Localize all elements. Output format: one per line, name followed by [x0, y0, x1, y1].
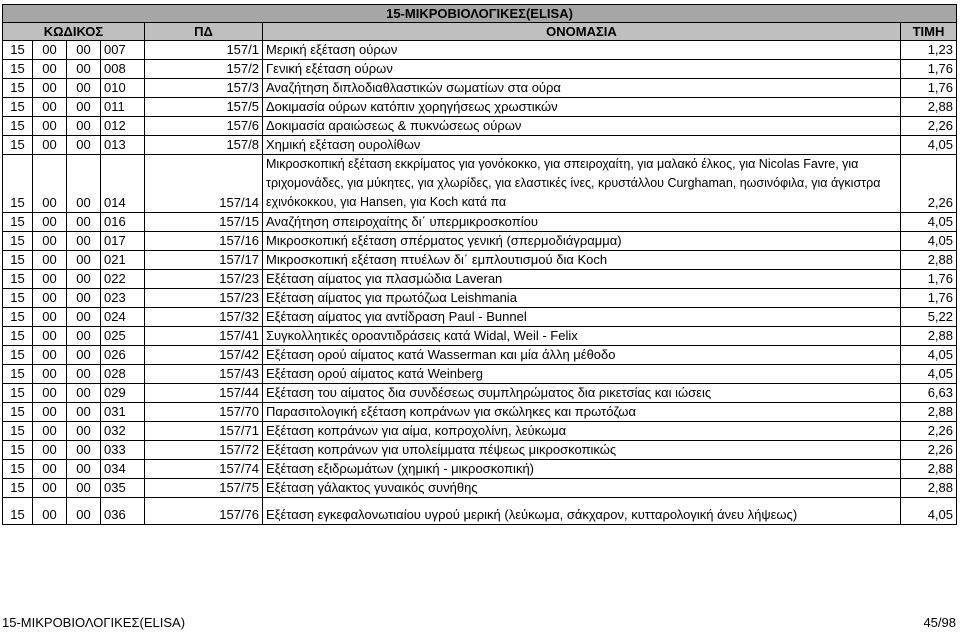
- cell-c2: 00: [33, 213, 67, 232]
- table-row: [3, 479, 957, 498]
- table-row: [3, 60, 957, 79]
- cell-c1: 15: [3, 270, 33, 289]
- cell-c3: 00: [67, 327, 101, 346]
- table-row: [3, 213, 957, 232]
- cell-c2: 00: [33, 251, 67, 270]
- cell-c2: 00: [33, 403, 67, 422]
- cell-c4: 034: [101, 460, 145, 479]
- table-row: [3, 441, 957, 460]
- cell-price: 1,76: [901, 270, 957, 289]
- cell-c4: 008: [101, 60, 145, 79]
- cell-c1: 15: [3, 422, 33, 441]
- cell-name: Εξέταση του αίματος δια συνδέσεως συμπληρώματος δια ρικετσίας και ιώσεις: [263, 384, 901, 403]
- cell-c1: 15: [3, 79, 33, 98]
- cell-c4: 022: [101, 270, 145, 289]
- cell-c4: 036: [101, 498, 145, 525]
- cell-name: Μικροσκοπική εξέταση σπέρματος γενική (σπερμοδιάγραμμα): [263, 232, 901, 251]
- cell-c4: 021: [101, 251, 145, 270]
- table-row: [3, 117, 957, 136]
- header-name: ΟΝΟΜΑΣΙΑ: [263, 23, 901, 41]
- cell-c1: 15: [3, 232, 33, 251]
- cell-price: 2,88: [901, 327, 957, 346]
- table-row: [3, 384, 957, 403]
- table-row: [3, 498, 957, 525]
- cell-c2: 00: [33, 155, 67, 213]
- cell-name: Αναζήτηση διπλοδιαθλαστικών σωματίων στα ούρα: [263, 79, 901, 98]
- cell-pd: 157/72: [145, 441, 263, 460]
- cell-c4: 032: [101, 422, 145, 441]
- cell-c1: 15: [3, 41, 33, 60]
- cell-c4: 017: [101, 232, 145, 251]
- table-row: [3, 136, 957, 155]
- cell-c1: 15: [3, 213, 33, 232]
- cell-pd: 157/75: [145, 479, 263, 498]
- cell-name: Παρασιτολογική εξέταση κοπράνων για σκώληκες και πρωτόζωα: [263, 403, 901, 422]
- cell-name: Δοκιμασία ούρων κατόπιν χορηγήσεως χρωστικών: [263, 98, 901, 117]
- table-row: [3, 270, 957, 289]
- cell-c3: 00: [67, 270, 101, 289]
- cell-name: Αναζήτηση σπειροχαίτης δι΄ υπερμικροσκοπίου: [263, 213, 901, 232]
- cell-price: 2,88: [901, 479, 957, 498]
- cell-c2: 00: [33, 346, 67, 365]
- footer-page-number: 45/98: [923, 615, 956, 630]
- table-row: [3, 365, 957, 384]
- cell-c2: 00: [33, 60, 67, 79]
- cell-c1: 15: [3, 60, 33, 79]
- cell-name: Εξέταση ορού αίματος κατά Wasserman και μία άλλη μέθοδο: [263, 346, 901, 365]
- table-row: [3, 327, 957, 346]
- cell-c2: 00: [33, 498, 67, 525]
- cell-c3: 00: [67, 346, 101, 365]
- cell-c2: 00: [33, 289, 67, 308]
- cell-c1: 15: [3, 289, 33, 308]
- cell-c2: 00: [33, 441, 67, 460]
- cell-c1: 15: [3, 327, 33, 346]
- cell-c4: 028: [101, 365, 145, 384]
- cell-name: Δοκιμασία αραιώσεως & πυκνώσεως ούρων: [263, 117, 901, 136]
- cell-c4: 012: [101, 117, 145, 136]
- cell-c3: 00: [67, 251, 101, 270]
- cell-pd: 157/16: [145, 232, 263, 251]
- cell-price: 2,26: [901, 117, 957, 136]
- cell-c3: 00: [67, 460, 101, 479]
- cell-price: 1,76: [901, 79, 957, 98]
- cell-name: Μικροσκοπική εξέταση πτυέλων δι΄ εμπλουτισμού δια Koch: [263, 251, 901, 270]
- table-row: [3, 422, 957, 441]
- cell-pd: 157/15: [145, 213, 263, 232]
- cell-c2: 00: [33, 384, 67, 403]
- cell-price: 2,88: [901, 98, 957, 117]
- cell-c4: 025: [101, 327, 145, 346]
- cell-c1: 15: [3, 479, 33, 498]
- cell-price: 1,76: [901, 60, 957, 79]
- cell-price: 2,26: [901, 441, 957, 460]
- cell-c3: 00: [67, 98, 101, 117]
- cell-price: 4,05: [901, 213, 957, 232]
- cell-name: Εξέταση γάλακτος γυναικός συνήθης: [263, 479, 901, 498]
- cell-c2: 00: [33, 232, 67, 251]
- cell-c3: 00: [67, 441, 101, 460]
- cell-c1: 15: [3, 365, 33, 384]
- cell-price: 4,05: [901, 365, 957, 384]
- cell-c1: 15: [3, 98, 33, 117]
- cell-name: Εξέταση κοπράνων για αίμα, κοπροχολίνη, λεύκωμα: [263, 422, 901, 441]
- cell-c3: 00: [67, 136, 101, 155]
- cell-c2: 00: [33, 308, 67, 327]
- cell-pd: 157/32: [145, 308, 263, 327]
- header-pd: ΠΔ: [145, 23, 263, 41]
- cell-name: Μικροσκοπική εξέταση εκκρίματος για γονόκοκκο, για σπειροχαίτη, για μαλακό έλκος, για Nicolas Favre, για τριχομονάδες, για μύκητες, για χλωρίδες, για ελαστικές ίνες, κρυστάλλου Curghaman, ηωσινόφιλα, για άγκιστρα εχινόκοκκου, για Hansen, για Koch κατά πα: [263, 155, 901, 213]
- table-row: [3, 98, 957, 117]
- cell-c3: 00: [67, 403, 101, 422]
- cell-name: Συγκολλητικές οροαντιδράσεις κατά Widal, Weil - Felix: [263, 327, 901, 346]
- cell-c1: 15: [3, 346, 33, 365]
- cell-pd: 157/74: [145, 460, 263, 479]
- cell-c4: 024: [101, 308, 145, 327]
- cell-c4: 011: [101, 98, 145, 117]
- cell-price: 2,88: [901, 251, 957, 270]
- table-row: [3, 346, 957, 365]
- cell-c4: 033: [101, 441, 145, 460]
- table-row: [3, 289, 957, 308]
- price-table: [2, 4, 957, 525]
- footer-sheet-name: 15-ΜΙΚΡΟΒΙΟΛΟΓΙΚΕΣ(ELISA): [2, 615, 186, 630]
- cell-c1: 15: [3, 460, 33, 479]
- cell-c3: 00: [67, 422, 101, 441]
- cell-pd: 157/6: [145, 117, 263, 136]
- cell-price: 2,88: [901, 460, 957, 479]
- table-row: [3, 403, 957, 422]
- cell-c3: 00: [67, 117, 101, 136]
- cell-c2: 00: [33, 422, 67, 441]
- cell-name: Εξέταση ορού αίματος κατά Weinberg: [263, 365, 901, 384]
- cell-pd: 157/5: [145, 98, 263, 117]
- cell-c1: 15: [3, 498, 33, 525]
- table-row: [3, 460, 957, 479]
- cell-price: 4,05: [901, 346, 957, 365]
- cell-c4: 016: [101, 213, 145, 232]
- cell-pd: 157/14: [145, 155, 263, 213]
- cell-c2: 00: [33, 41, 67, 60]
- cell-c2: 00: [33, 117, 67, 136]
- cell-c4: 014: [101, 155, 145, 213]
- cell-c4: 026: [101, 346, 145, 365]
- sheet-title: 15-ΜΙΚΡΟΒΙΟΛΟΓΙΚΕΣ(ELISA): [3, 5, 957, 23]
- table-row: [3, 308, 957, 327]
- cell-c3: 00: [67, 213, 101, 232]
- sheet-title-row: [3, 5, 957, 23]
- cell-c3: 00: [67, 289, 101, 308]
- table-row: [3, 232, 957, 251]
- cell-c2: 00: [33, 79, 67, 98]
- table-row: [3, 79, 957, 98]
- cell-c4: 031: [101, 403, 145, 422]
- cell-price: 2,26: [901, 422, 957, 441]
- cell-c1: 15: [3, 384, 33, 403]
- cell-c1: 15: [3, 308, 33, 327]
- cell-c3: 00: [67, 384, 101, 403]
- cell-c3: 00: [67, 365, 101, 384]
- cell-pd: 157/76: [145, 498, 263, 525]
- cell-c3: 00: [67, 479, 101, 498]
- cell-name: Εξέταση εγκεφαλονωτιαίου υγρού μερική (λεύκωμα, σάκχαρον, κυτταρολογική άνευ λήψεως): [263, 498, 901, 525]
- cell-pd: 157/1: [145, 41, 263, 60]
- cell-price: 4,05: [901, 232, 957, 251]
- table-row: [3, 251, 957, 270]
- cell-pd: 157/2: [145, 60, 263, 79]
- cell-c1: 15: [3, 155, 33, 213]
- table-row: [3, 155, 957, 213]
- cell-price: 4,05: [901, 498, 957, 525]
- cell-pd: 157/8: [145, 136, 263, 155]
- cell-name: Γενική εξέταση ούρων: [263, 60, 901, 79]
- cell-c4: 007: [101, 41, 145, 60]
- cell-pd: 157/70: [145, 403, 263, 422]
- cell-pd: 157/23: [145, 270, 263, 289]
- cell-c2: 00: [33, 136, 67, 155]
- cell-c1: 15: [3, 403, 33, 422]
- cell-name: Εξέταση κοπράνων για υπολείμματα πέψεως μικροσκοπικώς: [263, 441, 901, 460]
- cell-name: Εξέταση εξιδρωμάτων (χημική - μικροσκοπική): [263, 460, 901, 479]
- cell-price: 1,23: [901, 41, 957, 60]
- table-row: [3, 41, 957, 60]
- cell-c2: 00: [33, 98, 67, 117]
- cell-price: 2,88: [901, 403, 957, 422]
- cell-name: Χημική εξέταση ουρολίθων: [263, 136, 901, 155]
- cell-price: 2,26: [901, 155, 957, 213]
- cell-c1: 15: [3, 136, 33, 155]
- cell-c2: 00: [33, 479, 67, 498]
- header-price: ΤΙΜΗ: [901, 23, 957, 41]
- cell-c3: 00: [67, 232, 101, 251]
- cell-c1: 15: [3, 117, 33, 136]
- cell-c3: 00: [67, 498, 101, 525]
- cell-c4: 010: [101, 79, 145, 98]
- cell-c2: 00: [33, 270, 67, 289]
- cell-c1: 15: [3, 441, 33, 460]
- cell-price: 4,05: [901, 136, 957, 155]
- cell-c1: 15: [3, 251, 33, 270]
- cell-c2: 00: [33, 327, 67, 346]
- header-row: [3, 23, 957, 41]
- cell-name: Εξέταση αίματος για πρωτόζωα Leishmania: [263, 289, 901, 308]
- cell-c3: 00: [67, 79, 101, 98]
- cell-name: Εξέταση αίματος για αντίδραση Paul - Bunnel: [263, 308, 901, 327]
- cell-name: Μερική εξέταση ούρων: [263, 41, 901, 60]
- cell-c4: 035: [101, 479, 145, 498]
- cell-c4: 029: [101, 384, 145, 403]
- cell-pd: 157/42: [145, 346, 263, 365]
- cell-name: Εξέταση αίματος για πλασμώδια Laveran: [263, 270, 901, 289]
- header-code: ΚΩΔΙΚΟΣ: [3, 23, 145, 41]
- cell-pd: 157/44: [145, 384, 263, 403]
- cell-pd: 157/17: [145, 251, 263, 270]
- cell-c3: 00: [67, 308, 101, 327]
- cell-c3: 00: [67, 60, 101, 79]
- cell-price: 5,22: [901, 308, 957, 327]
- cell-c4: 023: [101, 289, 145, 308]
- cell-c2: 00: [33, 460, 67, 479]
- cell-price: 1,76: [901, 289, 957, 308]
- cell-c3: 00: [67, 155, 101, 213]
- cell-price: 6,63: [901, 384, 957, 403]
- cell-pd: 157/71: [145, 422, 263, 441]
- cell-pd: 157/23: [145, 289, 263, 308]
- cell-pd: 157/43: [145, 365, 263, 384]
- cell-c3: 00: [67, 41, 101, 60]
- cell-c4: 013: [101, 136, 145, 155]
- cell-pd: 157/41: [145, 327, 263, 346]
- cell-c2: 00: [33, 365, 67, 384]
- cell-pd: 157/3: [145, 79, 263, 98]
- page-footer: [2, 615, 956, 631]
